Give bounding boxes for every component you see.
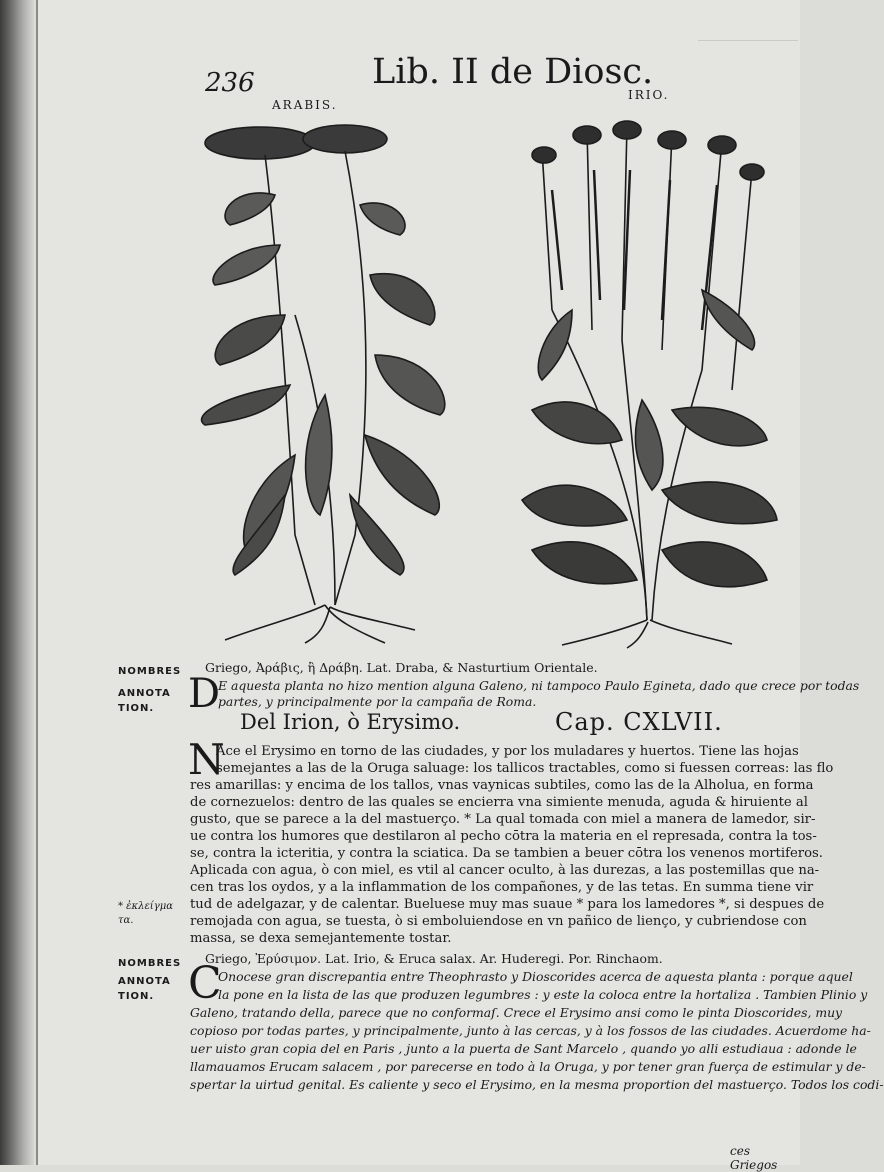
irion-annotation-line: la pone en la lista de las que produzen legumbres : y este la coloca entre la hortaliza . Tambien Plinio y bbox=[218, 987, 868, 1002]
irion-annotation-line: Galeno, tratando della, parece que no conformaſ. Crece el Erysimo ansi como le pinta Dioscorides, muy bbox=[190, 1005, 843, 1020]
irion-annotation-line: Onocese gran discrepantia entre Theophrasto y Dioscorides acerca de aquesta planta : porque aquel bbox=[218, 969, 853, 984]
irion-text-line: Ace el Erysimo en torno de las ciudades, y por los muladares y huertos. Tiene las hojas bbox=[216, 744, 799, 759]
irion-annotation-line: spertar la uirtud genital. Es caliente y seco el Erysimo, en la mesma proportion del mastuerço. Todos los codi- bbox=[190, 1077, 884, 1092]
irion-text-line: cen tras los oydos, y a la inflammation de los compañones, y de las tetas. En summa tiene vir bbox=[190, 880, 814, 895]
irion-text-line: semejantes a las de la Oruga saluage: los tallicos tractables, como si fuessen correas: las flo bbox=[216, 761, 834, 776]
running-head: Lib. II de Diosc. bbox=[372, 52, 654, 92]
irion-annotation-line: uer uisto gran copia del en Paris , junto a la puerta de Sant Marcelo , quando yo alli estudiaua : adonde le bbox=[190, 1041, 857, 1056]
book-gutter-shadow bbox=[0, 0, 34, 1165]
arabis-annotation-line: E aquesta planta no hizo mention alguna Galeno, ni tampoco Paulo Egineta, dado que crece por todas bbox=[218, 678, 860, 693]
irion-names-text: Griego, Ἐρύσιμον. Lat. Irio, & Eruca salax. Ar. Huderegi. Por. Rinchaom. bbox=[205, 951, 663, 966]
arabis-annotation-label-1: ANNOTA bbox=[118, 688, 171, 699]
arabis-dropcap: D bbox=[188, 671, 221, 717]
plant-label-irio: IRIO. bbox=[628, 88, 670, 102]
chapter-heading: Del Irion, ò Erysimo. bbox=[240, 710, 461, 734]
irion-annotation-dropcap: C bbox=[188, 958, 222, 1009]
bleed-through bbox=[698, 40, 798, 101]
arabis-annotation-line: partes, y principalmente por la campaña de Roma. bbox=[218, 694, 537, 709]
margin-greek-note-1: * ἐκλείγμα bbox=[118, 901, 173, 912]
irion-text-line: Aplicada con agua, ò con miel, es vtil al cancer oculto, à las durezas, a las postemillas que na- bbox=[190, 863, 820, 878]
page-number: 236 bbox=[205, 68, 255, 98]
irio-plant-woodcut-icon bbox=[512, 110, 782, 650]
arabis-names-text: Griego, Ἀράβις, ἢ Δράβη. Lat. Draba, & Nasturtium Orientale. bbox=[205, 660, 598, 675]
catchword: ces Griegos bbox=[730, 1144, 778, 1172]
irion-annotation-line: llamauamos Erucam salacem , por parecerse en todo à la Oruga, y por tener gran fuerça de estimular y de- bbox=[190, 1059, 866, 1074]
irion-text-line: massa, se dexa semejantemente tostar. bbox=[190, 931, 452, 946]
irion-text-line: ue contra los humores que destilaron al pecho cōtra la materia en el represada, contra la tos- bbox=[190, 829, 817, 844]
irion-text-line: res amarillas: y encima de los tallos, vnas vaynicas subtiles, como las de la Alholua, en forma bbox=[190, 778, 814, 793]
plant-label-arabis: ARABIS. bbox=[272, 98, 338, 112]
irion-names-label: NOMBRES bbox=[118, 958, 182, 969]
arabis-plant-woodcut-icon bbox=[185, 115, 475, 645]
irion-text-line: gusto, que se parece a la del mastuerço. * La qual tomada con miel a manera de lamedor, sir- bbox=[190, 812, 816, 827]
irion-text-line: se, contra la icteritia, y contra la sciatica. Da se tambien a beuer cōtra los venenos mortiferos. bbox=[190, 846, 823, 861]
arabis-annotation-label-2: TION. bbox=[118, 703, 155, 714]
margin-greek-note-2: τα. bbox=[118, 915, 134, 926]
irion-text-line: de cornezuelos: dentro de las quales se encierra vna simiente menuda, aguda & hiruiente al bbox=[190, 795, 808, 810]
irion-annotation-label-2: TION. bbox=[118, 991, 155, 1002]
irion-annotation-line: copioso por todas partes, y principalmente, junto à las cercas, y à los fossos de las ciudades. Acuerdome ha- bbox=[190, 1023, 871, 1038]
chapter-number: Cap. CXLVII. bbox=[555, 708, 723, 736]
irion-text-line: tud de adelgazar, y de calentar. Bueluese muy mas suaue * para los lamedores *, si despues de bbox=[190, 897, 825, 912]
irion-text-line: remojada con agua, se tuesta, ò si emboluiendose en vn pañico de lienço, y cubriendose con bbox=[190, 914, 807, 929]
irion-dropcap: N bbox=[188, 735, 225, 784]
arabis-names-label: NOMBRES bbox=[118, 666, 182, 677]
irion-annotation-label-1: ANNOTA bbox=[118, 976, 171, 987]
